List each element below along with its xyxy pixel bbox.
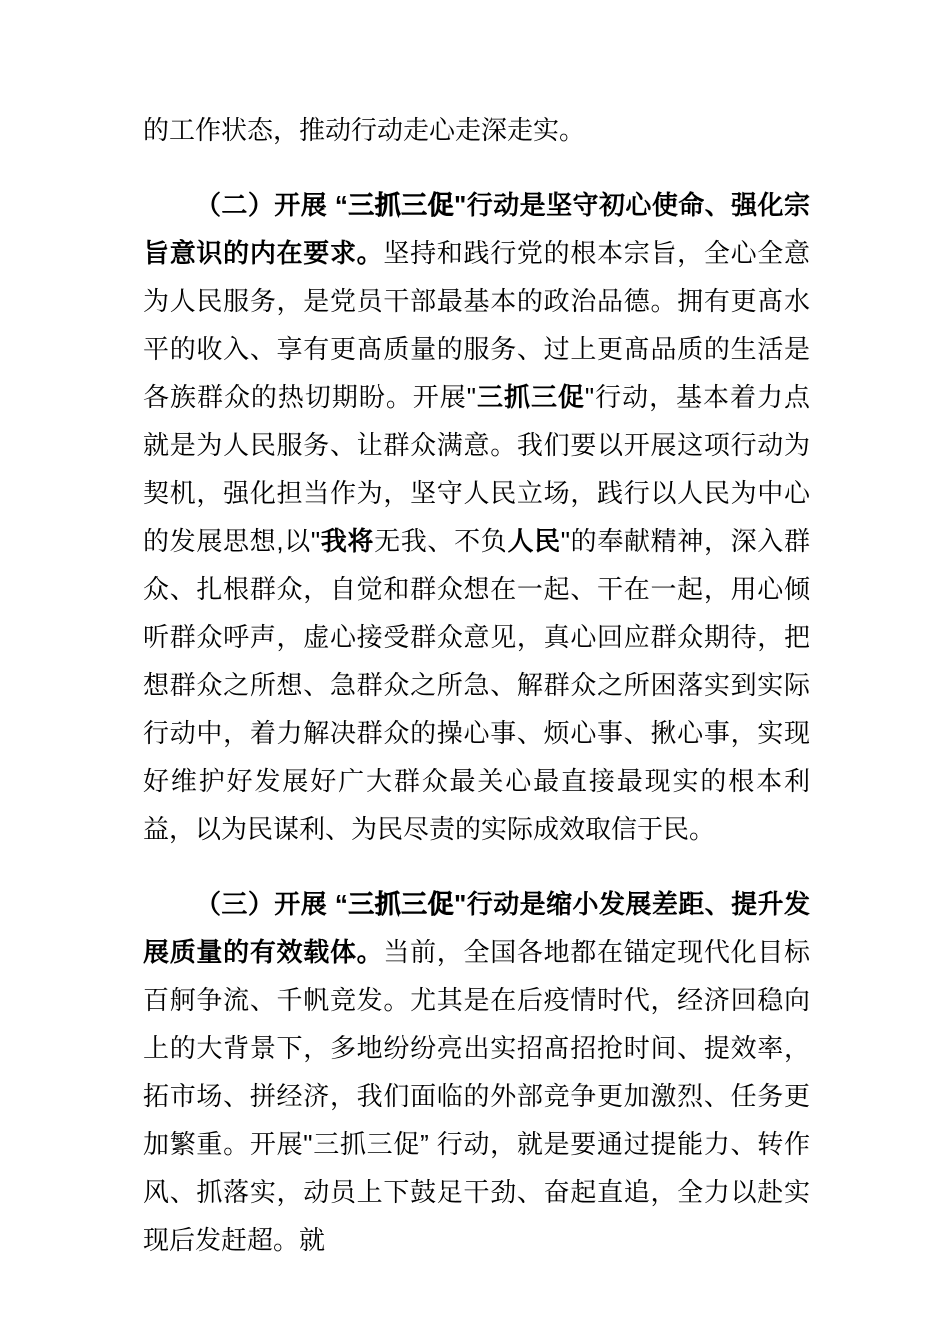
text-run-regular: 当前，全国各地都在锚定现代化目标百舸争流、千帆竞发。尤其是在后疫情时代，经济回稳向上的大背景下，多地纷纷亮出实招髙招抢时间、提效率，拓市场、拼经济，我们面临的外部竞争更加激烈、任务更加繁重。开展"三抓三促” 行动，就是要通过提能力、转作风、抓落实，动员上下鼓足干劲、奋起直追，全力以赴实现后发赶超。就	[143, 937, 810, 1255]
section-paragraph	[143, 181, 810, 853]
text-run-bold: 我将	[320, 526, 375, 556]
text-run-heading: "行动是缩小发展差距、提升发展质量的有效载体。	[143, 889, 810, 967]
text-run-heading-black: 三抓三促	[347, 190, 455, 220]
text-run-heading-black: 三抓三促	[347, 889, 455, 919]
text-run-heading: （三）开展 “	[195, 889, 348, 919]
text-run-regular: "行动，基本着力点就是为人民服务、让群众满意。我们要以开展这项行动为契机，强化担当作为，坚守人民立场，践行以人民为中心的发展思想,以"	[143, 382, 810, 556]
text-run-regular: 坚持和践行党的根本宗旨，全心全意为人民服务，是党员干部最基本的政治品德。拥有更髙水平的收入、享有更髙质量的服务、过上更髙品质的生活是各族群众的热切期盼。开展"	[143, 238, 810, 412]
text-run-bold: 三抓三促	[476, 382, 585, 412]
text-run-heading: "行动是坚守初心使命、强化宗旨意识的内在要求。	[143, 190, 810, 268]
section-paragraph	[143, 880, 810, 1264]
document-body	[143, 106, 810, 1264]
text-run-bold: 人民	[507, 526, 561, 556]
text-run-regular: 的工作状态，推动行动走心走深走实。	[143, 115, 586, 145]
text-run-regular: "的奉献精神，深入群众、扎根群众，自觉和群众想在一起、干在一起，用心倾听群众呼声，虚心接受群众意见，真心回应群众期待，把想群众之所想、急群众之所急、解群众之所困落实到实际行动中，着力解决群众的操心事、烦心事、揪心事，实现好维护好发展好广大群众最关心最直接最现实的根本利益，以为民谋利、为民尽责的实际成效取信于民。	[143, 526, 810, 844]
text-run-regular: 无我、不负	[374, 526, 508, 556]
text-run-heading: （二）开展 “	[195, 190, 348, 220]
body-paragraph	[143, 106, 810, 154]
